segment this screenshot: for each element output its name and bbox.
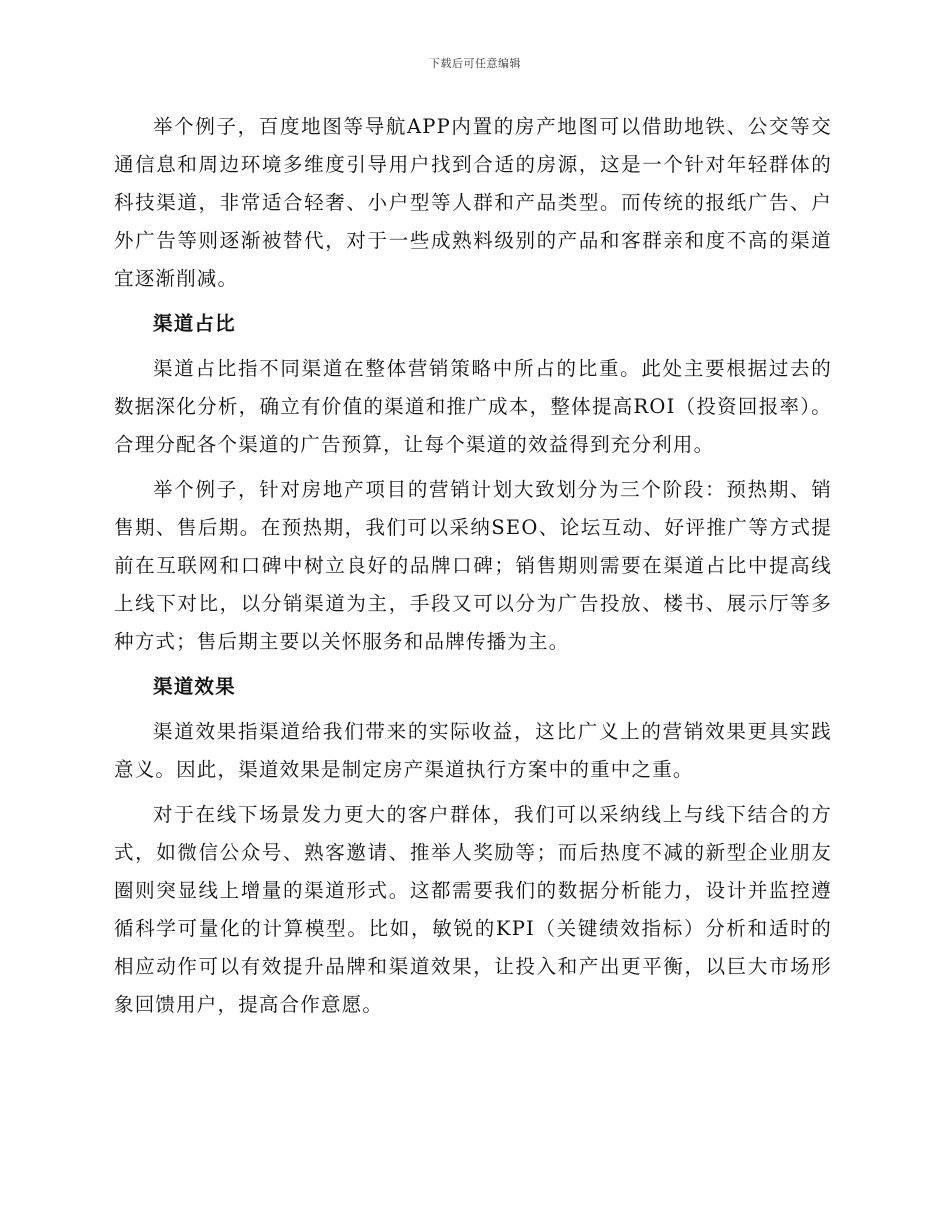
- heading-channel-share: 渠道占比: [153, 312, 236, 335]
- paragraph-channel-share-example: 举个例子，针对房地产项目的营销计划大致划分为三个阶段：预热期、销售期、售后期。在预热期，我们可以采纳SEO、论坛互动、好评推广等方式提前在互联网和口碑中树立良好的品牌口碑；销售期则需要在渠道占比中提高线上线下对比，以分销渠道为主，手段又可以分为广告投放、楼书、展示厅等多种方式；售后期主要以关怀服务和品牌传播为主。: [114, 478, 832, 653]
- paragraph-channel-effect-strategy: 对于在线下场景发力更大的客户群体，我们可以采纳线上与线下结合的方式，如微信公众号、熟客邀请、推举人奖励等；而后热度不减的新型企业朋友圈则突显线上增量的渠道形式。这都需要我们的数据分析能力，设计并监控遵循科学可量化的计算模型。比如，敏锐的KPI（关键绩效指标）分析和适时的相应动作可以有效提升品牌和渠道效果，让投入和产出更平衡，以巨大市场形象回馈用户，提高合作意愿。: [114, 803, 832, 1016]
- heading-channel-effect: 渠道效果: [153, 675, 236, 698]
- paragraph-channel-effect-definition: 渠道效果指渠道给我们带来的实际收益，这比广义上的营销效果更具实践意义。因此，渠道效果是制定房产渠道执行方案中的重中之重。: [114, 720, 832, 781]
- paragraph-channel-share-definition: 渠道占比指不同渠道在整体营销策略中所占的比重。此处主要根据过去的数据深化分析，确立有价值的渠道和推广成本，整体提高ROI（投资回报率）。合理分配各个渠道的广告预算，让每个渠道的效益得到充分利用。: [114, 357, 832, 456]
- paragraph-baidu-map-example: 举个例子，百度地图等导航APP内置的房产地图可以借助地铁、公交等交通信息和周边环境多维度引导用户找到合适的房源，这是一个针对年轻群体的科技渠道，非常适合轻奢、小户型等人群和产品类型。而传统的报纸广告、户外广告等则逐渐被替代，对于一些成熟料级别的产品和客群亲和度不高的渠道宜逐渐削减。: [114, 115, 832, 290]
- page-header: 下载后可任意编辑: [429, 57, 521, 70]
- document-body: [114, 108, 832, 1031]
